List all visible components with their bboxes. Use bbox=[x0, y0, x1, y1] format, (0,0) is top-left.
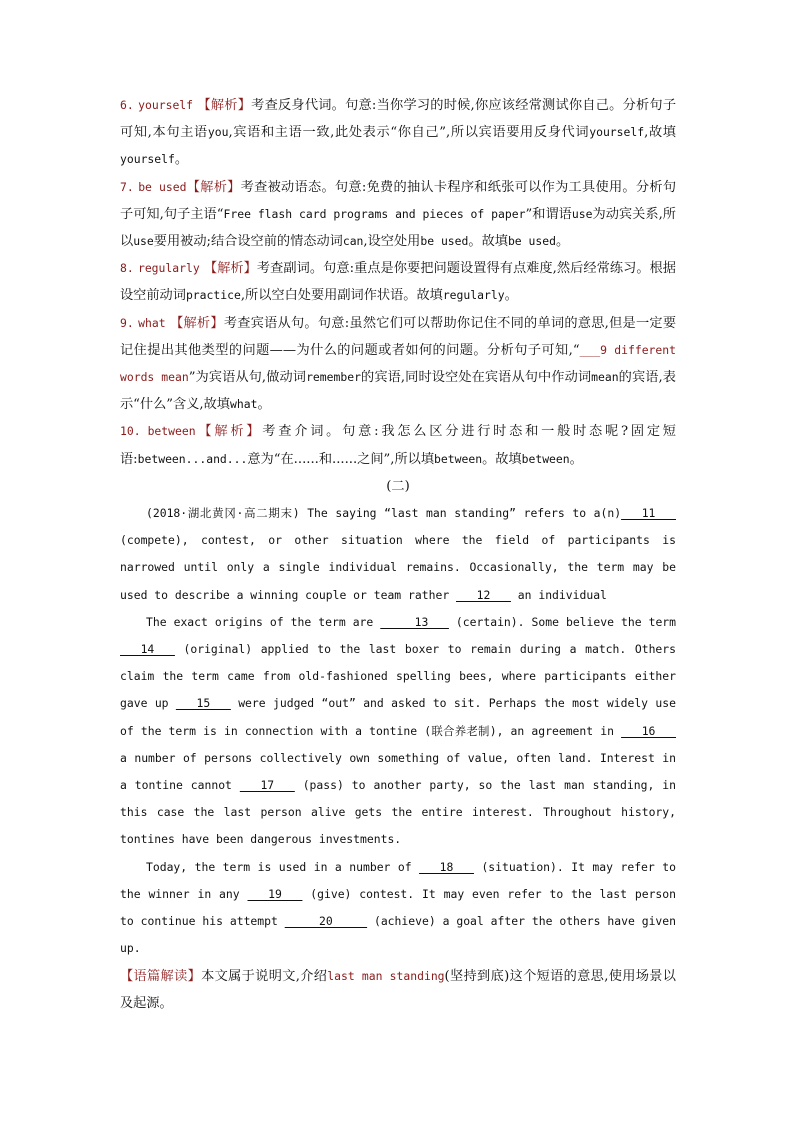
passage-text: The exact origins of the term are bbox=[146, 614, 374, 629]
analysis-tag: 【解析】 bbox=[170, 315, 224, 331]
passage-text: (compete), contest, or other situation where the field of participants is narrowed until only a single individual remains. Occasionally, the term may be used to describe a winning couple or team rather bbox=[120, 533, 676, 602]
analysis-text: 的宾语,表示“什么”含义,故填 bbox=[120, 370, 676, 413]
answer-word: what bbox=[138, 315, 166, 330]
analysis-text: ,宾语和主语一致,此处表示“你自己”,所以宾语要用反身代词 bbox=[228, 125, 590, 141]
passage-text: Today, the term is used in a number of bbox=[146, 859, 412, 874]
analysis-text: 考查介词。句意:我怎么区分进行时态和一般时态呢?固定短语: bbox=[120, 424, 676, 467]
analysis-text: 的宾语,同时设空处在宾语从句中作动词 bbox=[360, 370, 592, 386]
analysis-text: 。故填 bbox=[468, 234, 508, 250]
analysis-text: 意为“在......和......之间”,所以填 bbox=[247, 451, 435, 467]
analysis-text: ,故填 bbox=[644, 125, 676, 141]
blank-17[interactable]: ___17___ bbox=[239, 778, 295, 793]
document-page bbox=[120, 92, 676, 1017]
term: use bbox=[133, 234, 154, 249]
analysis-text: ”和谓语 bbox=[525, 206, 572, 222]
term: between bbox=[434, 451, 483, 466]
reading-note-tag: 【语篇解读】 bbox=[120, 968, 202, 984]
passage-paragraph-2 bbox=[120, 609, 676, 854]
section-heading: (二) bbox=[386, 478, 410, 494]
blank-12[interactable]: ___12___ bbox=[456, 587, 511, 602]
analysis-text: 要用被动;结合设空前的情态动词 bbox=[153, 234, 343, 250]
analysis-text: 。 bbox=[504, 288, 518, 304]
analysis-tag: 【解析】 bbox=[195, 424, 263, 440]
reading-note-text: (坚持到底)这个短语的意思,使用场景以及起源。 bbox=[120, 968, 676, 1011]
term: can bbox=[342, 234, 364, 249]
blank-13[interactable]: _____13___ bbox=[380, 614, 449, 629]
passage-text: (pass) to another party, so the last man standing, in this case the last person alive gets the entire interest. Throughout history, tontines have been dangerous investments. bbox=[120, 778, 676, 847]
blank-18[interactable]: ___18___ bbox=[419, 859, 474, 874]
term: between bbox=[521, 451, 570, 466]
term: mean bbox=[591, 370, 619, 385]
answer-word: regularly bbox=[137, 261, 200, 276]
answer-6 bbox=[120, 92, 676, 174]
blank-16[interactable]: ___16___ bbox=[621, 723, 676, 738]
blank-11[interactable]: ___11___ bbox=[621, 506, 676, 521]
term: remember bbox=[306, 370, 361, 385]
passage-paragraph-1 bbox=[120, 500, 676, 609]
answer-number: 9. bbox=[120, 315, 134, 330]
answer-10 bbox=[120, 418, 676, 472]
term: Free flash card programs and pieces of paper bbox=[223, 206, 526, 221]
answer-number: 7. bbox=[120, 179, 134, 194]
blank-19[interactable]: ___19___ bbox=[247, 886, 303, 901]
answer-9 bbox=[120, 310, 676, 419]
term: between...and... bbox=[137, 451, 248, 466]
answer-word: between bbox=[147, 424, 196, 439]
term: use bbox=[571, 206, 593, 221]
quoted-clause: ___9 different words mean bbox=[120, 342, 676, 385]
analysis-text: 。 bbox=[555, 234, 570, 250]
term: yourself bbox=[589, 125, 645, 140]
reading-note bbox=[120, 963, 676, 1017]
analysis-text: 。故填 bbox=[482, 451, 522, 467]
passage-text-zh: (联合养老制) bbox=[424, 723, 497, 738]
passage-text: (original) applied to the last boxer to remain during a match. Others claim the term came from old-fashioned spelling bees, where participants either gave up bbox=[120, 642, 677, 711]
passage-text: were judged “out” and asked to sit. Perhaps the most widely use of the term is in connection with a tontine bbox=[120, 696, 676, 738]
term: be used bbox=[420, 234, 469, 249]
analysis-text: 。 bbox=[569, 451, 583, 467]
answer-8 bbox=[120, 255, 676, 309]
analysis-text: ”为宾语从句,做动词 bbox=[188, 370, 307, 386]
answer-number: 8. bbox=[120, 261, 134, 276]
passage-text: (certain). Some believe the term bbox=[455, 614, 677, 629]
passage-text: an individual bbox=[517, 587, 607, 602]
term: last man standing bbox=[327, 968, 445, 983]
analysis-text: ,设空处用 bbox=[363, 234, 421, 250]
analysis-text: 考查反身代词。句意:当你学习的时候,你应该经常测试你自己。分析句子可知,本句主语 bbox=[120, 98, 677, 141]
analysis-text: 为动宾关系,所以 bbox=[120, 206, 676, 250]
term: yourself bbox=[120, 152, 175, 167]
analysis-text: 。 bbox=[174, 152, 189, 168]
answer-number: 6. bbox=[120, 98, 134, 112]
answer-7 bbox=[120, 174, 676, 256]
passage-text: a number of persons collectively own something of value, often land. Interest in a tontine cannot bbox=[120, 750, 676, 793]
analysis-text: 考查副词。句意:重点是你要把问题设置得有点难度,然后经常练习。根据设空前动词 bbox=[120, 261, 676, 304]
analysis-tag: 【解析】 bbox=[186, 179, 241, 195]
reading-note-text: 本文属于说明文,介绍 bbox=[201, 968, 328, 984]
answer-word: yourself bbox=[138, 98, 194, 112]
term: regularly bbox=[442, 288, 505, 303]
passage-paragraph-3 bbox=[120, 854, 676, 963]
term: be used bbox=[507, 234, 556, 249]
answer-number: 10. bbox=[120, 424, 141, 439]
term: practice bbox=[185, 288, 241, 303]
passage-source: (2018·湖北黄冈·高二期末) bbox=[146, 506, 300, 521]
analysis-text: ,所以空白处要用副词作状语。故填 bbox=[240, 288, 443, 304]
term: what bbox=[230, 397, 258, 412]
term: you bbox=[207, 125, 229, 140]
passage-text: (achieve) a goal after the others have given up. bbox=[120, 914, 677, 956]
passage-text: (situation). It may refer to the winner in any bbox=[120, 859, 676, 901]
analysis-tag: 【解析】 bbox=[203, 261, 257, 277]
passage-text: (give) contest. It may even refer to the last person to continue his attempt bbox=[120, 886, 676, 929]
analysis-tag: 【解析】 bbox=[197, 98, 252, 113]
answer-word: be used bbox=[138, 179, 187, 194]
analysis-text: 。 bbox=[257, 397, 271, 413]
blank-15[interactable]: ___15___ bbox=[175, 696, 231, 711]
blank-20[interactable]: _____20_____ bbox=[284, 914, 368, 929]
analysis-text: 考查宾语从句。句意:虽然它们可以帮助你记住不同的单词的意思,但是一定要记住提出其他类型的问题——为什么的问题或者如何的问题。分析句子可知,“ bbox=[120, 315, 677, 358]
passage-text: The saying “last man standing” refers to a(n) bbox=[307, 506, 622, 521]
blank-14[interactable]: ___14___ bbox=[120, 642, 175, 657]
analysis-text: 考查被动语态。句意:免费的抽认卡程序和纸张可以作为工具使用。分析句子可知,句子主语“ bbox=[120, 179, 677, 222]
passage-text: , an agreement in bbox=[496, 723, 614, 738]
